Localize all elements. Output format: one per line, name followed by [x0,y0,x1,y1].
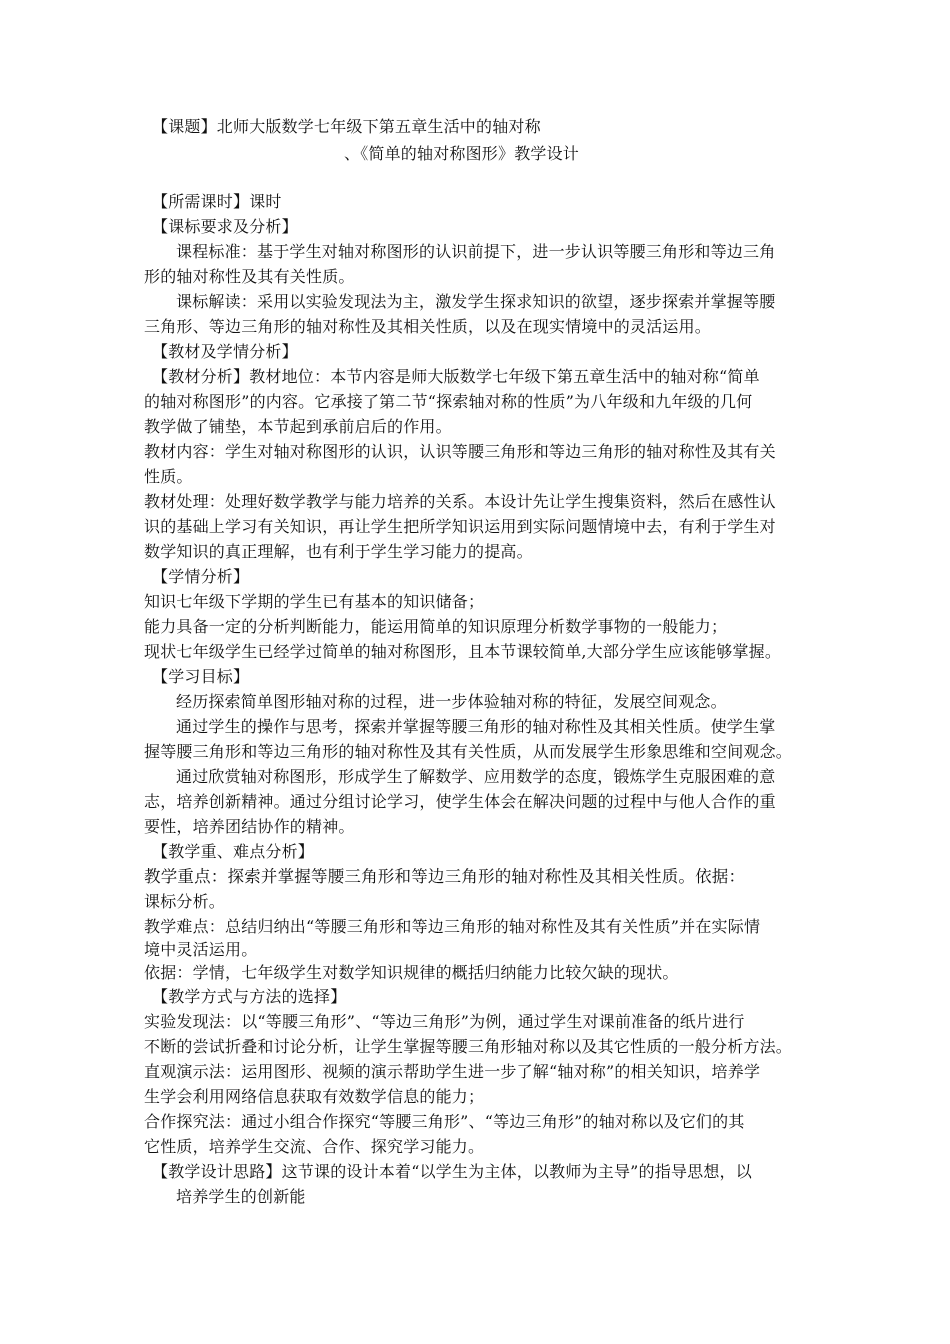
goal-para-2-line-2: 握等腰三角形和等边三角形的轴对称性及其有关性质，从而发展学生形象思维和空间观念。 [144,742,793,761]
method-para-1-line-1: 实验发现法：以“等腰三角形”、“等边三角形”为例，通过学生对课前准备的纸片进行 [144,1012,745,1031]
standard-heading: 【课标要求及分析】 [152,217,298,236]
goal-para-2-line-1: 通过学生的操作与思考，探索并掌握等腰三角形的轴对称性及其相关性质。使学生掌 [176,717,776,736]
learner-para-3: 现状七年级学生已经学过简单的轴对称图形，且本节课较简单,大部分学生应该能够掌握。 [144,642,782,661]
method-para-1-line-2: 不断的尝试折叠和讨论分析，让学生掌握等腰三角形轴对称以及其它性质的一般分析方法。 [144,1037,793,1056]
design-line-1: 【教学设计思路】这节课的设计本着“以学生为主体，以教师为主导”的指导思想，以 [152,1162,752,1181]
goal-para-3-line-2: 志，培养创新精神。通过分组讨论学习，使学生体会在解决问题的过程中与他人合作的重 [144,792,776,811]
hours-heading: 【所需课时】课时 [152,192,282,211]
material-para-1-line-2: 的轴对称图形”的内容。它承接了第二节“探索轴对称的性质”为八年级和九年级的几何 [144,392,753,411]
method-para-2-line-2: 生学会利用网络信息获取有效数学信息的能力； [144,1087,485,1106]
goal-heading: 【学习目标】 [152,667,250,686]
key-para-1-line-2: 课标分析。 [144,892,226,911]
key-para-3: 依据：学情，七年级学生对数学知识规律的概括归纳能力比较欠缺的现状。 [144,963,679,982]
material-para-3-line-1: 教材处理：处理好数学教学与能力培养的关系。本设计先让学生搜集资料，然后在感性认 [144,492,776,511]
key-para-2-line-1: 教学难点：总结归纳出“等腰三角形和等边三角形的轴对称性及其有关性质”并在实际情 [144,917,761,936]
material-para-2-line-1: 教材内容：学生对轴对称图形的认识，认识等腰三角形和等边三角形的轴对称性及其有关 [144,442,776,461]
learner-para-1: 知识七年级下学期的学生已有基本的知识储备； [144,592,485,611]
goal-para-3-line-3: 要性，培养团结协作的精神。 [144,817,355,836]
standard-para-1-line-1: 课程标准：基于学生对轴对称图形的认识前提下，进一步认识等腰三角形和等边三角 [176,242,776,261]
key-para-1-line-1: 教学重点：探索并掌握等腰三角形和等边三角形的轴对称性及其相关性质。依据： [144,867,746,886]
design-line-2: 培养学生的创新能 [176,1187,306,1206]
material-para-1-line-1: 【教材分析】教材地位：本节内容是师大版数学七年级下第五章生活中的轴对称“简单 [152,367,760,386]
method-heading: 【教学方式与方法的选择】 [152,987,347,1006]
title-line-2: 、《简单的轴对称图形》教学设计 [344,144,580,163]
material-para-1-line-3: 教学做了铺垫，本节起到承前启后的作用。 [144,417,452,436]
method-para-3-line-2: 它性质，培养学生交流、合作、探究学习能力。 [144,1137,485,1156]
title-line-1: 【课题】北师大版数学七年级下第五章生活中的轴对称 [152,117,541,136]
standard-para-1-line-2: 形的轴对称性及其有关性质。 [144,267,355,286]
goal-para-3-line-1: 通过欣赏轴对称图形，形成学生了解数学、应用数学的态度，锻炼学生克服困难的意 [176,767,776,786]
learner-para-2: 能力具备一定的分析判断能力，能运用简单的知识原理分析数学事物的一般能力； [144,617,728,636]
material-heading: 【教材及学情分析】 [152,342,298,361]
key-heading: 【教学重、难点分析】 [152,842,315,861]
material-para-2-line-2: 性质。 [144,467,193,486]
key-para-2-line-2: 境中灵活运用。 [144,940,258,959]
method-para-2-line-1: 直观演示法：运用图形、视频的演示帮助学生进一步了解“轴对称”的相关知识，培养学 [144,1062,761,1081]
standard-para-2-line-2: 三角形、等边三角形的轴对称性及其相关性质，以及在现实情境中的灵活运用。 [144,317,712,336]
material-para-3-line-3: 数学知识的真正理解，也有利于学生学习能力的提高。 [144,542,533,561]
goal-para-1: 经历探索简单图形轴对称的过程，进一步体验轴对称的特征，发展空间观念。 [176,692,727,711]
material-para-3-line-2: 识的基础上学习有关知识，再让学生把所学知识运用到实际问题情境中去，有利于学生对 [144,517,776,536]
method-para-3-line-1: 合作探究法：通过小组合作探究“等腰三角形”、“等边三角形”的轴对称以及它们的其 [144,1112,745,1131]
learner-heading: 【学情分析】 [152,567,250,586]
standard-para-2-line-1: 课标解读：采用以实验发现法为主，激发学生探求知识的欲望，逐步探索并掌握等腰 [176,292,776,311]
